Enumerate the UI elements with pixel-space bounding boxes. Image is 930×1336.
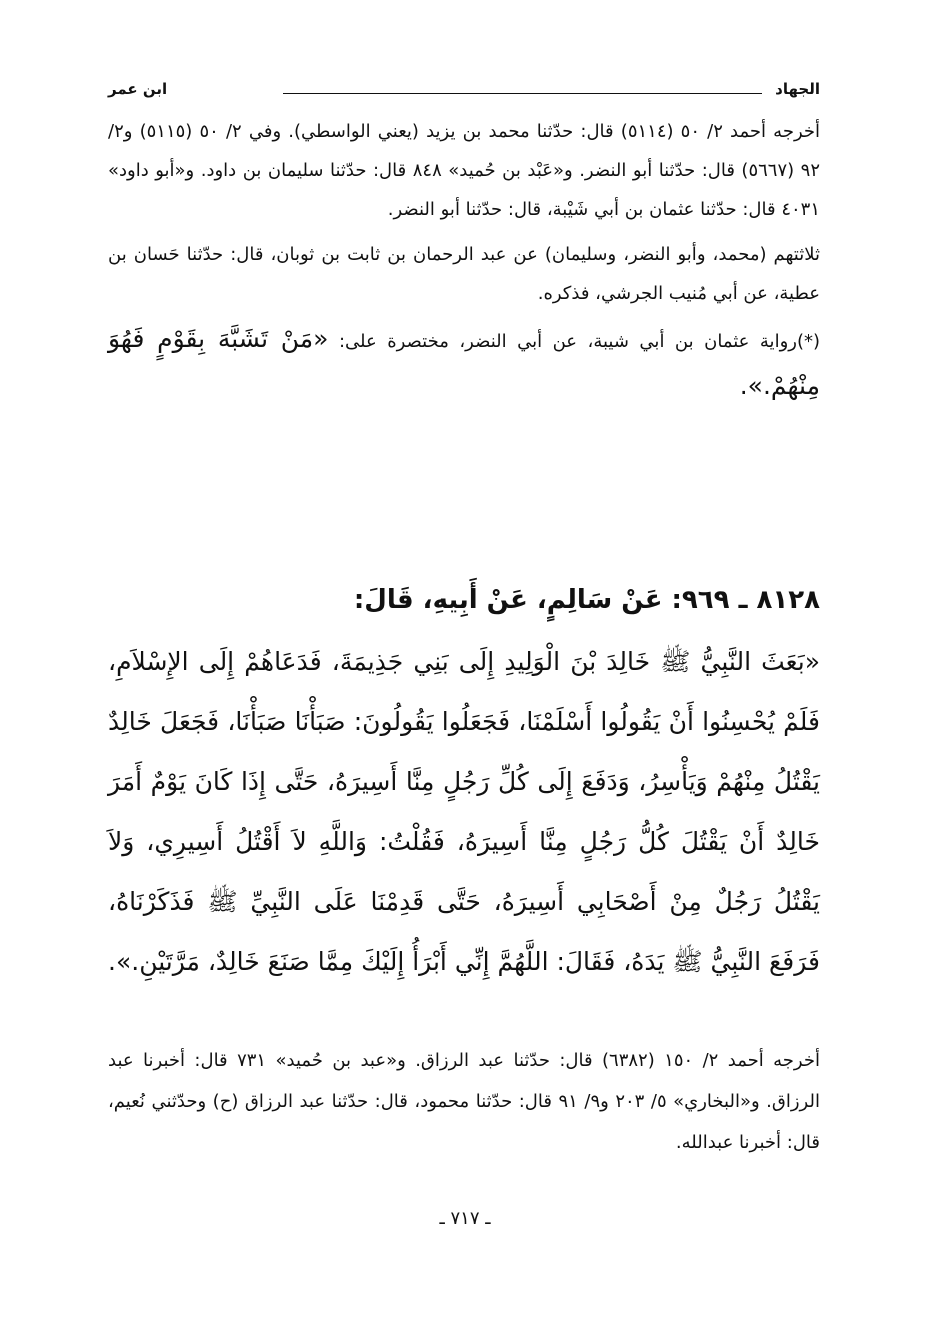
note-prefix: (*)رواية عثمان بن أبي شيبة، عن أبي النضر، مختصرة على:	[328, 331, 820, 352]
header-book-title: الجهاد	[775, 80, 820, 98]
takhrij-section-2	[108, 1040, 820, 1163]
header-author: ابن عمر	[108, 80, 168, 98]
hadith-section	[108, 580, 820, 992]
takhrij-section-1	[108, 112, 820, 411]
hadith-heading: ٨١٢٨ ـ ٩٦٩: عَنْ سَالِمٍ، عَنْ أَبِيهِ، قَالَ:	[353, 585, 820, 615]
takhrij-paragraph: ثلاثتهم (محمد، وأبو النضر، وسليمان) عن عبد الرحمان بن ثابت بن ثوبان، قال: حدّثنا حَسان بن عطية، عن أبي مُنيب الجرشي، فذكره.	[108, 244, 820, 304]
header-rule	[283, 93, 762, 94]
note-quote: «مَنْ تَشَبَّهَ بِقَوْمٍ فَهُوَ مِنْهُمْ.».	[108, 324, 820, 400]
takhrij-note	[108, 317, 820, 411]
hadith-text: «بَعَثَ النَّبِيُّ ﷺ خَالِدَ بْنَ الْوَلِيدِ إِلَى بَنِي جَذِيمَةَ، فَدَعَاهُمْ إِلَى الإِسْلاَمِ، فَلَمْ يُحْسِنُوا أَنْ يَقُولُوا أَسْلَمْنَا، فَجَعَلُوا يَقُولُونَ: صَبَأْنَا صَبَأْنَا، فَجَعَلَ خَالِدٌ يَقْتُلُ مِنْهُمْ وَيَأْسِرُ، وَدَفَعَ إِلَى كُلِّ رَجُلٍ مِنَّا أَسِيرَهُ، حَتَّى إِذَا كَانَ يَوْمٌ أَمَرَ خَالِدٌ أَنْ يَقْتُلَ كُلُّ رَجُلٍ مِنَّا أَسِيرَهُ، فَقُلْتُ: وَاللَّهِ لاَ أَقْتُلُ أَسِيرِي، وَلاَ يَقْتُلُ رَجُلٌ مِنْ أَصْحَابِي أَسِيرَهُ، حَتَّى قَدِمْنَا عَلَى النَّبِيِّ ﷺ فَذَكَرْنَاهُ، فَرَفَعَ النَّبِيُّ ﷺ يَدَهُ، فَقَالَ: اللَّهُمَّ إِنِّي أَبْرَأُ إِلَيْكَ مِمَّا صَنَعَ خَالِدٌ، مَرَّتَيْنِ.».	[108, 647, 820, 976]
running-header	[108, 80, 820, 104]
takhrij-paragraph: أخرجه أحمد ٢/ ١٥٠ (٦٣٨٢) قال: حدّثنا عبد الرزاق. و«عبد بن حُميد» ٧٣١ قال: أخبرنا عبد الرزاق. و«البخاري» ٥/ ٢٠٣ و٩/ ٩١ قال: حدّثنا محمود، قال: حدّثنا عبد الرزاق (ح) وحدّثني نُعيم، قال: أخبرنا عبدالله.	[108, 1050, 820, 1153]
page-number: ـ ٧١٧ ـ	[439, 1208, 491, 1229]
takhrij-paragraph: أخرجه أحمد ٢/ ٥٠ (٥١١٤) قال: حدّثنا محمد بن يزيد (يعني الواسطي). وفي ٢/ ٥٠ (٥١١٥) و٢/ ٩٢ (٥٦٦٧) قال: حدّثنا أبو النضر. و«عَبْد بن حُميد» ٨٤٨ قال: حدّثنا سليمان بن داود. و«أبو داود» ٤٠٣١ قال: حدّثنا عثمان بن أبي شَيْبة، قال: حدّثنا أبو النضر.	[108, 121, 821, 220]
